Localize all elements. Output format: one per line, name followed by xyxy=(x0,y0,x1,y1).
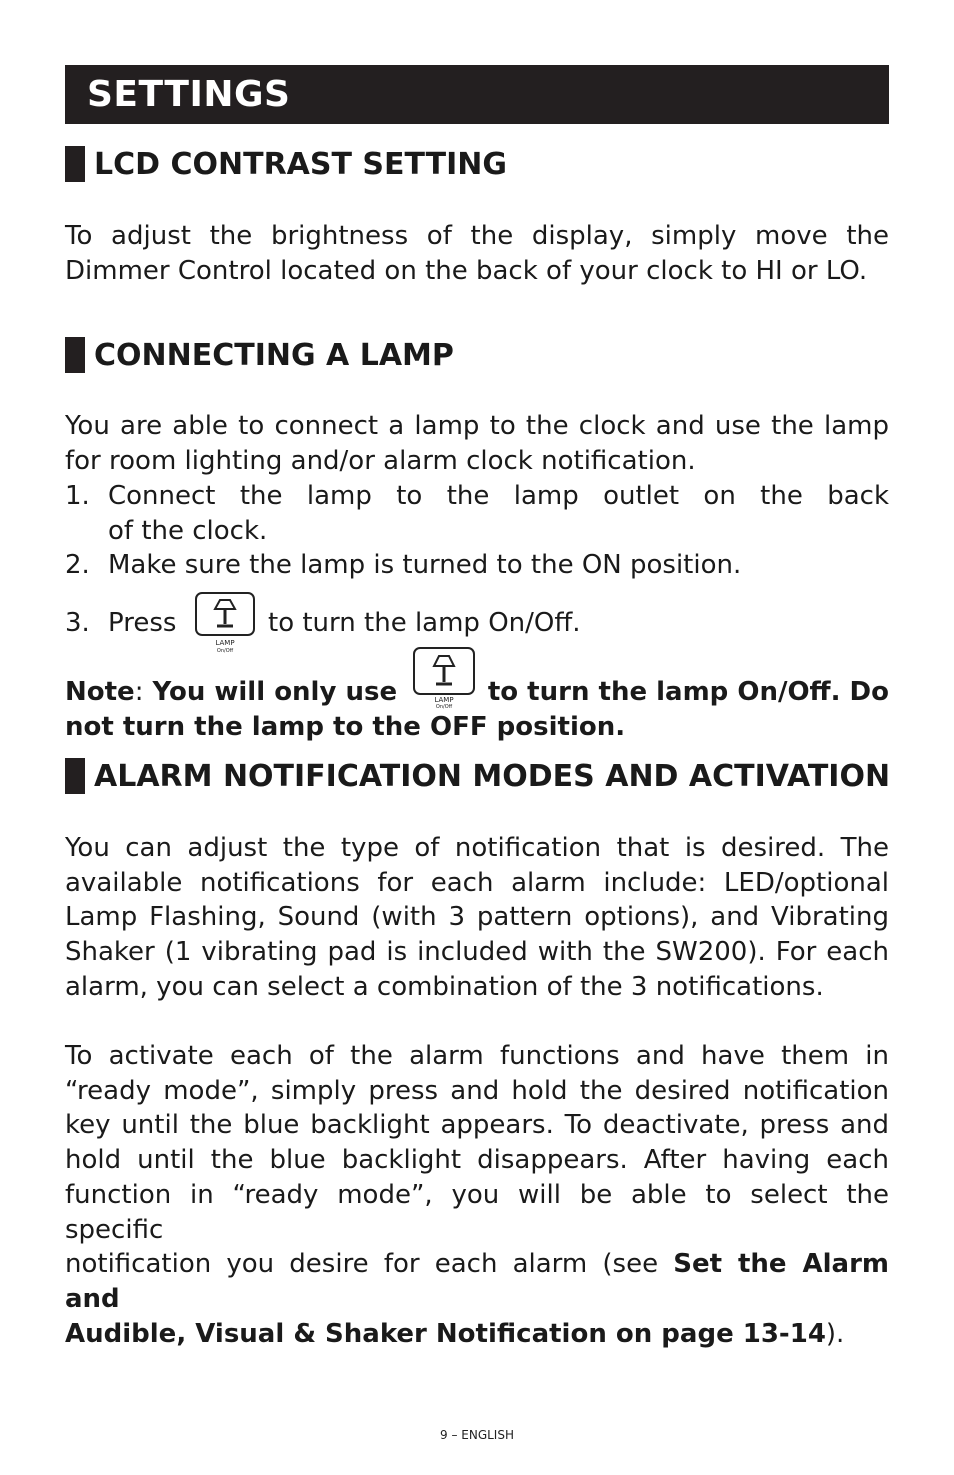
lamp-intro-paragraph xyxy=(65,409,889,478)
text-line: “ready mode”, simply press and hold the desired notification xyxy=(65,1075,889,1106)
text-line: hold until the blue backlight disappears. After having each xyxy=(65,1145,889,1176)
heading-text: CONNECTING A LAMP xyxy=(94,337,454,373)
list-number: 2. xyxy=(65,550,90,580)
text-line: You are able to connect a lamp to the clock and use the lamp xyxy=(65,411,889,441)
alarm-paragraph-1 xyxy=(65,831,889,1005)
note-lead xyxy=(65,675,397,710)
list-text: Make sure the lamp is turned to the ON position. xyxy=(108,550,742,580)
text-line: for room lighting and/or alarm clock notification. xyxy=(65,445,696,476)
list-item xyxy=(65,606,889,641)
text-line: To adjust the brightness of the display, simply move the xyxy=(65,221,889,251)
note-colon: : xyxy=(134,677,144,707)
list-number: 1. xyxy=(65,481,90,511)
text-line xyxy=(65,1247,889,1316)
text-line: key until the blue backlight appears. To deactivate, press and xyxy=(65,1110,889,1141)
text-line: Shaker (1 vibrating pad is included with the SW200). For each xyxy=(65,937,889,968)
lcd-paragraph xyxy=(65,219,889,288)
list-text: Press xyxy=(108,608,177,638)
settings-banner xyxy=(65,65,889,124)
note-text: to turn the lamp On/Off. Do xyxy=(487,677,889,707)
cross-reference: Audible, Visual & Shaker Notification on page 13-14 xyxy=(65,1318,826,1349)
text-line: available notifications for each alarm include: LED/optional xyxy=(65,867,889,898)
cross-reference: Set the Alarm and xyxy=(65,1249,889,1314)
page-title: SETTINGS xyxy=(87,74,291,115)
text-line: function in “ready mode”, you will be able to select the specific xyxy=(65,1179,889,1245)
note-block xyxy=(65,675,889,745)
lamp-icon-label: LAMP xyxy=(434,696,454,704)
list-text xyxy=(108,479,889,548)
text-line: Lamp Flashing, Sound (with 3 pattern options), and Vibrating xyxy=(65,902,889,933)
section-heading-lamp xyxy=(65,337,454,373)
list-item xyxy=(65,548,889,583)
heading-marker xyxy=(65,146,85,182)
text-line: You can adjust the type of notification that is desired. The xyxy=(65,833,889,863)
text-line: Dimmer Control located on the back of your clock to HI or LO. xyxy=(65,255,868,286)
lamp-icon-label: LAMP xyxy=(215,639,235,647)
alarm-paragraph-2 xyxy=(65,1039,889,1351)
heading-marker xyxy=(65,758,85,794)
list-number: 3. xyxy=(65,608,90,638)
text-segment: notification you desire for each alarm (see xyxy=(65,1249,674,1280)
lamp-glyph xyxy=(195,592,255,636)
list-item xyxy=(65,479,889,549)
text-line: alarm, you can select a combination of the 3 notifications. xyxy=(65,971,824,1002)
page-number: 9 – ENGLISH xyxy=(440,1428,514,1442)
note-text: You will only use xyxy=(152,677,398,707)
note-text: not turn the lamp to the OFF position. xyxy=(65,712,626,742)
heading-marker xyxy=(65,337,85,373)
heading-text: LCD CONTRAST SETTING xyxy=(94,146,508,182)
text-line xyxy=(65,1317,889,1352)
text-line: Connect the lamp to the lamp outlet on the back xyxy=(108,481,889,511)
section-heading-lcd xyxy=(65,146,507,182)
text-line: of the clock. xyxy=(108,515,268,546)
note-label: Note xyxy=(65,677,135,707)
text-line: To activate each of the alarm functions and have them in xyxy=(65,1041,889,1071)
section-heading-alarm xyxy=(65,758,890,794)
heading-text: ALARM NOTIFICATION MODES AND ACTIVATION xyxy=(94,758,891,794)
list-text: to turn the lamp On/Off. xyxy=(268,608,581,638)
text-segment: ). xyxy=(825,1318,845,1349)
lamp-glyph xyxy=(413,647,475,695)
lamp-icon xyxy=(193,592,257,660)
lamp-icon-sublabel: On/Off xyxy=(216,648,234,654)
lamp-icon-sublabel: On/Off xyxy=(435,704,453,710)
lamp-icon xyxy=(411,647,477,709)
